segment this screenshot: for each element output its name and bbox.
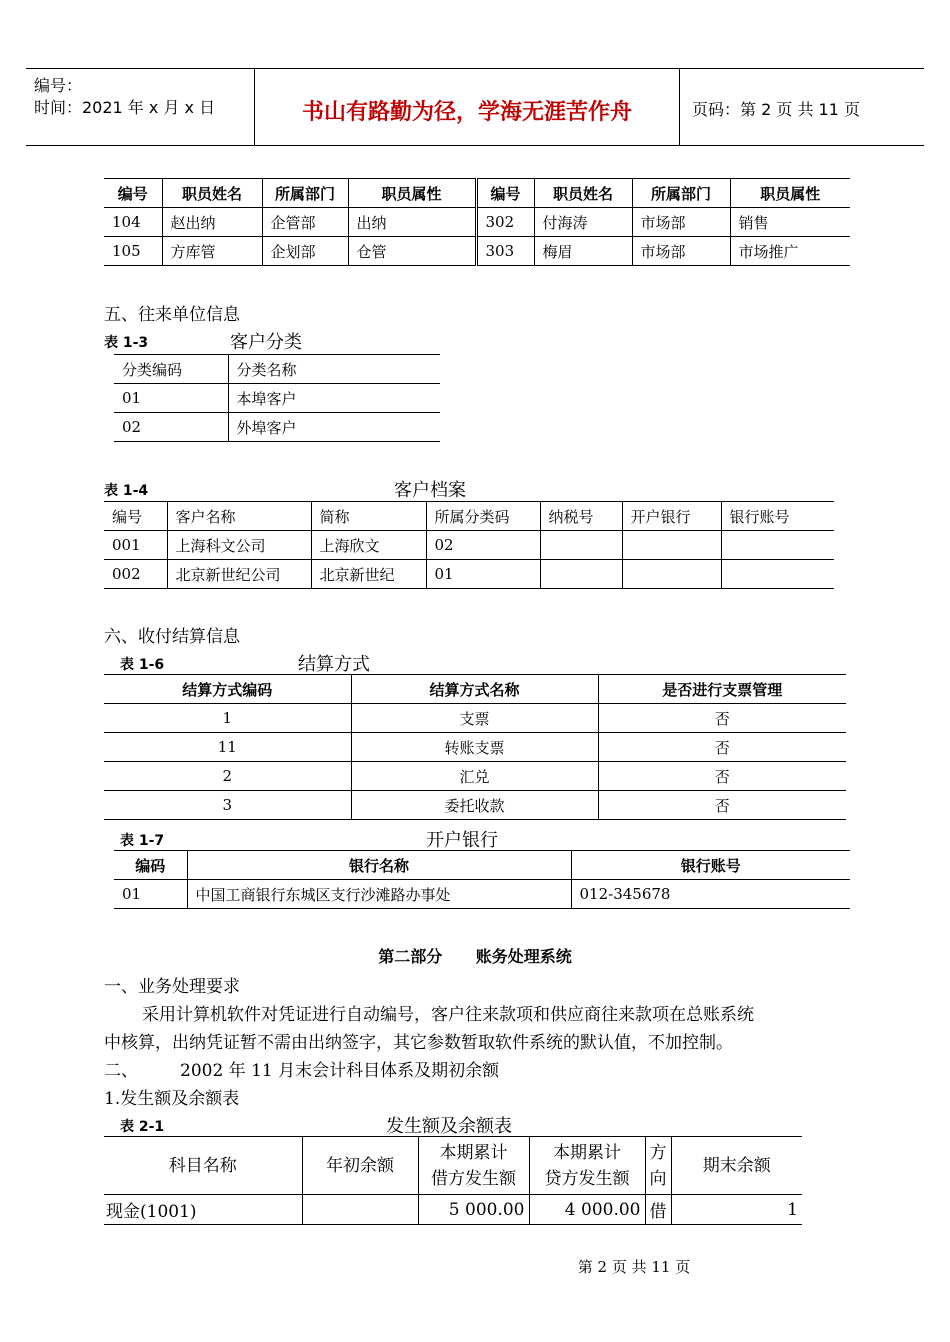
table-cell: 外埠客户: [228, 413, 440, 442]
table-cell: 02: [426, 531, 540, 560]
table-cell: 01: [114, 880, 187, 909]
table-row: [104, 237, 850, 266]
page-header: [26, 68, 924, 146]
table-cell: [540, 531, 622, 560]
table-header-row: [104, 179, 850, 208]
table-title: 发生额及余额表: [386, 1116, 512, 1137]
header-cell: 编号: [476, 179, 534, 208]
table-title: 开户银行: [426, 830, 498, 851]
part-title: 第二部分 账务处理系统: [378, 947, 572, 966]
paragraph-line: 中核算，出纳凭证暂不需由出纳签字，其它参数暂取软件系统的默认值，不加控制。: [104, 1033, 733, 1053]
header-cell: 所属部门: [262, 179, 348, 208]
header-cell: 纳税号: [540, 502, 622, 531]
table-cell: 02: [114, 413, 228, 442]
header-page-cell: [680, 69, 924, 145]
table-row: [114, 413, 440, 442]
table-row: [114, 384, 440, 413]
table-cell: [622, 560, 721, 589]
table-cell: 市场推广: [730, 237, 850, 266]
table-cell: 11: [104, 733, 351, 762]
table-cell: 上海欣文: [311, 531, 426, 560]
header-cell: 职员属性: [348, 179, 476, 208]
table-header-row: [114, 355, 440, 384]
section-number: 二、: [104, 1061, 138, 1081]
header-cell: 职员姓名: [534, 179, 632, 208]
header-cell: 职员属性: [730, 179, 850, 208]
subsection-title: 1.发生额及余额表: [104, 1089, 240, 1109]
table-row: [104, 704, 846, 733]
table-cell: 否: [598, 733, 846, 762]
table-title: 客户分类: [230, 332, 302, 353]
bank-account-table: [114, 850, 850, 909]
table-cell: 01: [114, 384, 228, 413]
table-title: 客户档案: [394, 480, 466, 501]
header-line: 借方发生额: [431, 1168, 516, 1189]
table-cell: 104: [112, 213, 141, 231]
table-cell: 否: [598, 762, 846, 791]
table-cell: [622, 531, 721, 560]
table-cell: 3: [104, 791, 351, 820]
table-cell: [721, 560, 834, 589]
table-cell: 现金(1001): [104, 1195, 302, 1225]
section-title: 一、业务处理要求: [104, 977, 240, 997]
header-cell: 银行账号: [571, 851, 850, 880]
table-title: 结算方式: [298, 654, 370, 675]
table-row: [104, 208, 850, 237]
table-cell: 5 000.00: [418, 1195, 529, 1225]
header-cell: 开户银行: [622, 502, 721, 531]
header-cell: 是否进行支票管理: [598, 675, 846, 704]
customer-category-table: [114, 354, 440, 442]
table-cell: 002: [104, 560, 167, 589]
table-cell: 出纳: [348, 208, 476, 237]
table-cell: 中国工商银行东城区支行沙滩路办事处: [187, 880, 571, 909]
header-cell: 客户名称: [167, 502, 311, 531]
header-line: 贷方发生额: [544, 1168, 630, 1189]
section-title: 2002 年 11 月末会计科目体系及期初余额: [180, 1061, 500, 1081]
table-cell: 001: [104, 531, 167, 560]
header-line: 本期累计: [553, 1142, 621, 1163]
table-cell: 转账支票: [351, 733, 598, 762]
table-cell: 否: [598, 791, 846, 820]
table-header-row: [104, 675, 846, 704]
table-label: 表 1-3: [104, 335, 149, 351]
table-cell: 方库管: [162, 237, 262, 266]
table-cell: [540, 560, 622, 589]
table-cell: 01: [426, 560, 540, 589]
table-cell: 302: [476, 208, 534, 237]
table-cell: 企管部: [262, 208, 348, 237]
header-cell: 结算方式编码: [104, 675, 351, 704]
header-cell: 分类编码: [114, 355, 228, 384]
header-cell: [418, 1137, 529, 1195]
table-row: [104, 733, 846, 762]
header-line: 向: [649, 1168, 667, 1189]
table-cell: 梅眉: [534, 237, 632, 266]
table-row: [104, 1195, 802, 1225]
table-label: 表 1-6: [120, 657, 165, 673]
section-title: 五、往来单位信息: [104, 305, 240, 325]
table-cell: 委托收款: [351, 791, 598, 820]
table-cell: 付海涛: [534, 208, 632, 237]
table-cell: 否: [598, 704, 846, 733]
table-row: [104, 791, 846, 820]
table-cell: 上海科文公司: [167, 531, 311, 560]
header-cell: 编号: [117, 184, 148, 203]
header-cell: 职员姓名: [162, 179, 262, 208]
table-cell: 市场部: [632, 237, 730, 266]
header-cell: 科目名称: [104, 1137, 302, 1195]
header-motto: 书山有路勤为径，学海无涯苦作舟: [301, 100, 632, 125]
header-cell: 所属部门: [632, 179, 730, 208]
page-footer: 第 2 页 共 11 页: [577, 1258, 691, 1276]
table-label: 表 1-4: [104, 483, 149, 499]
header-cell: 结算方式名称: [351, 675, 598, 704]
section-title: 六、收付结算信息: [104, 627, 240, 647]
header-cell: 编号: [104, 502, 167, 531]
customer-file-table: [104, 501, 834, 589]
document-number-label: 编号：: [34, 76, 83, 95]
table-cell: 汇兑: [351, 762, 598, 791]
table-cell: 2: [104, 762, 351, 791]
table-cell: [721, 531, 834, 560]
header-meta-cell: [26, 69, 255, 145]
table-row: [104, 560, 834, 589]
header-line: 方: [649, 1142, 667, 1163]
table-cell: 012-345678: [571, 880, 850, 909]
table-row: [114, 880, 850, 909]
table-row: [104, 762, 846, 791]
settlement-method-table: [104, 674, 846, 820]
table-cell: 105: [112, 242, 141, 260]
header-cell: 年初余额: [302, 1137, 418, 1195]
header-cell: 分类名称: [228, 355, 440, 384]
table-cell: 赵出纳: [162, 208, 262, 237]
header-cell: 期末余额: [671, 1137, 802, 1195]
document-time-label: 时间：2021 年 x 月 x 日: [34, 98, 216, 117]
table-cell: 市场部: [632, 208, 730, 237]
table-cell: 北京新世纪: [311, 560, 426, 589]
header-cell: [529, 1137, 645, 1195]
table-cell: 4 000.00: [529, 1195, 645, 1225]
table-cell: [302, 1195, 418, 1225]
table-cell: 北京新世纪公司: [167, 560, 311, 589]
table-cell: 1: [104, 704, 351, 733]
table-cell: 本埠客户: [228, 384, 440, 413]
header-cell: 简称: [311, 502, 426, 531]
table-header-row: [104, 1137, 802, 1195]
table-label: 表 1-7: [120, 833, 165, 849]
table-header-row: [104, 502, 834, 531]
table-cell: 借: [645, 1195, 671, 1225]
employee-table: [104, 178, 850, 266]
header-cell: [645, 1137, 671, 1195]
table-label: 表 2-1: [120, 1119, 165, 1135]
header-line: 本期累计: [439, 1142, 508, 1163]
table-cell: 1: [671, 1195, 802, 1225]
table-cell: 支票: [351, 704, 598, 733]
header-motto-cell: [255, 69, 680, 145]
paragraph-line: 采用计算机软件对凭证进行自动编号，客户往来款项和供应商往来款项在总账系统: [142, 1005, 754, 1025]
table-cell: 企划部: [262, 237, 348, 266]
table-row: [104, 531, 834, 560]
balance-table: [104, 1136, 802, 1225]
header-cell: 所属分类码: [426, 502, 540, 531]
table-header-row: [114, 851, 850, 880]
header-cell: 银行名称: [187, 851, 571, 880]
table-cell: 303: [476, 237, 534, 266]
table-cell: 销售: [730, 208, 850, 237]
header-cell: 银行账号: [721, 502, 834, 531]
header-cell: 编码: [114, 851, 187, 880]
table-cell: 仓管: [348, 237, 476, 266]
header-page-info: 页码：第 2 页 共 11 页: [692, 100, 860, 119]
